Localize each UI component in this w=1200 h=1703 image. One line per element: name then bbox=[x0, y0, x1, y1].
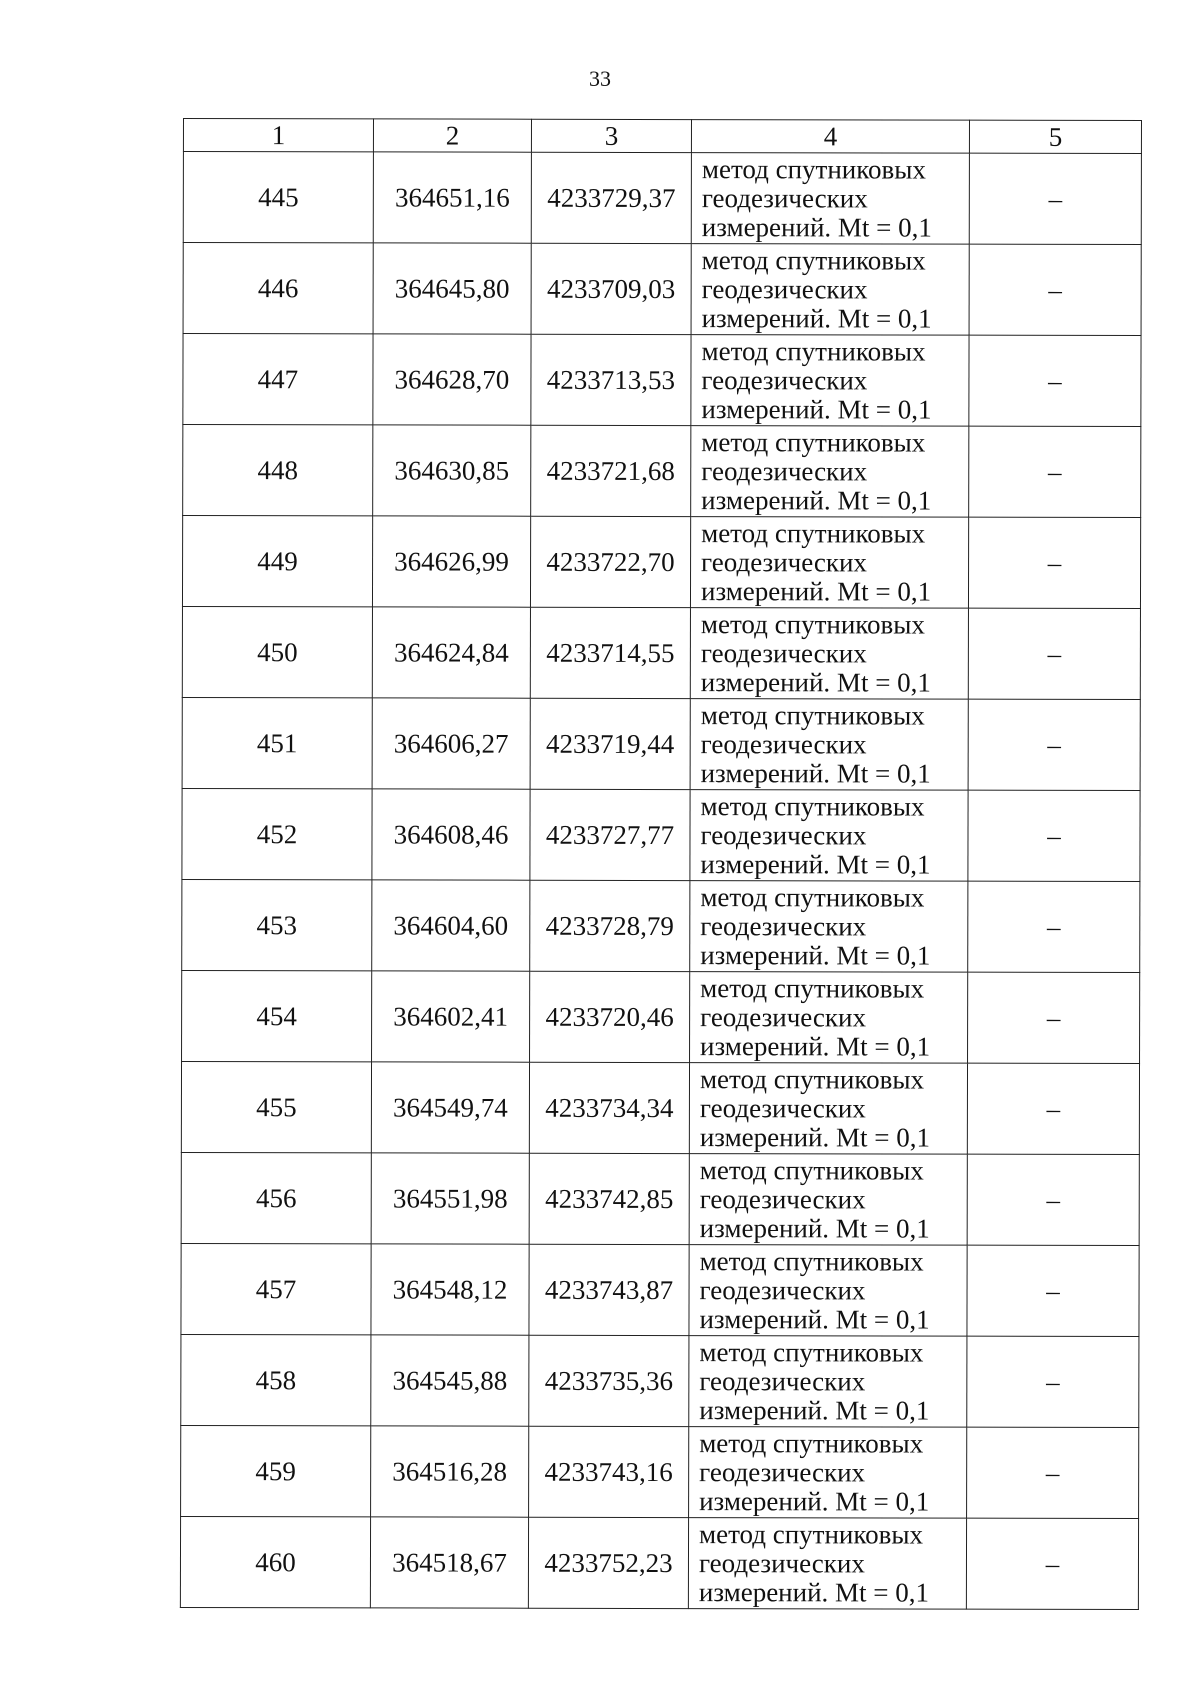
point-number-cell: 448 bbox=[183, 425, 373, 516]
method-cell bbox=[689, 1336, 967, 1428]
y-coordinate-cell: 4233721,68 bbox=[531, 425, 691, 516]
method-line: геодезических bbox=[700, 638, 867, 669]
method-cell bbox=[690, 608, 968, 700]
point-number-cell: 445 bbox=[183, 152, 373, 243]
method-line: геодезических bbox=[700, 911, 867, 942]
method-line: метод спутниковых bbox=[699, 1246, 924, 1277]
method-line: измерений. Mt = 0,1 bbox=[699, 1304, 930, 1335]
table-body bbox=[180, 152, 1141, 1610]
method-line: геодезических bbox=[701, 365, 868, 396]
x-coordinate-cell: 364651,16 bbox=[373, 152, 531, 243]
point-number-cell: 454 bbox=[182, 970, 372, 1061]
x-coordinate-cell: 364606,27 bbox=[372, 698, 530, 789]
method-line: метод спутниковых bbox=[701, 245, 926, 276]
point-number-cell: 459 bbox=[181, 1425, 371, 1516]
method-line: измерений. Mt = 0,1 bbox=[699, 1395, 930, 1426]
x-coordinate-cell: 364518,67 bbox=[370, 1517, 528, 1608]
method-line: геодезических bbox=[699, 1184, 866, 1215]
method-line: метод спутниковых bbox=[700, 791, 925, 822]
x-coordinate-cell: 364624,84 bbox=[372, 607, 530, 698]
table-row bbox=[181, 1334, 1139, 1427]
method-line: метод спутниковых bbox=[700, 882, 925, 913]
method-line: метод спутниковых bbox=[700, 609, 925, 640]
method-cell bbox=[691, 244, 969, 336]
x-coordinate-cell: 364545,88 bbox=[371, 1335, 529, 1426]
description-cell: – bbox=[967, 1154, 1139, 1245]
description-cell: – bbox=[969, 244, 1141, 335]
method-cell bbox=[690, 699, 968, 791]
method-line: метод спутниковых bbox=[699, 1519, 924, 1550]
method-line: измерений. Mt = 0,1 bbox=[700, 1031, 931, 1062]
method-cell bbox=[690, 972, 968, 1064]
y-coordinate-cell: 4233713,53 bbox=[531, 334, 691, 425]
method-line: измерений. Mt = 0,1 bbox=[701, 394, 932, 425]
x-coordinate-cell: 364548,12 bbox=[371, 1244, 529, 1335]
method-line: измерений. Mt = 0,1 bbox=[699, 1122, 931, 1153]
method-line: геодезических bbox=[699, 1366, 866, 1397]
method-cell bbox=[688, 1518, 966, 1610]
method-line: метод спутниковых bbox=[701, 154, 926, 185]
column-header-5: 5 bbox=[969, 120, 1141, 153]
method-line: измерений. Mt = 0,1 bbox=[700, 758, 931, 789]
table-row bbox=[182, 607, 1140, 700]
method-line: метод спутниковых bbox=[699, 1155, 924, 1186]
method-line: измерений. Mt = 0,1 bbox=[699, 1486, 930, 1517]
description-cell: – bbox=[968, 790, 1140, 881]
method-line: измерений. Mt = 0,1 bbox=[698, 1577, 930, 1608]
table-row bbox=[183, 243, 1141, 336]
table-header-row bbox=[183, 119, 1141, 154]
table-row bbox=[181, 1152, 1139, 1245]
x-coordinate-cell: 364602,41 bbox=[372, 971, 530, 1062]
point-number-cell: 457 bbox=[181, 1243, 371, 1334]
method-line: геодезических bbox=[699, 1275, 866, 1306]
description-cell: – bbox=[967, 1336, 1139, 1427]
table-row bbox=[182, 970, 1140, 1063]
point-number-cell: 449 bbox=[182, 516, 372, 607]
table-row bbox=[182, 788, 1140, 881]
description-cell: – bbox=[968, 699, 1140, 790]
method-cell bbox=[690, 517, 968, 609]
column-header-3: 3 bbox=[531, 119, 691, 152]
method-line: метод спутниковых bbox=[701, 427, 926, 458]
y-coordinate-cell: 4233722,70 bbox=[530, 516, 690, 607]
method-line: измерений. Mt = 0,1 bbox=[699, 1213, 930, 1244]
y-coordinate-cell: 4233735,36 bbox=[529, 1335, 689, 1426]
table-row bbox=[180, 1516, 1138, 1609]
point-number-cell: 450 bbox=[182, 607, 372, 698]
x-coordinate-cell: 364628,70 bbox=[373, 334, 531, 425]
table-row bbox=[181, 1425, 1139, 1518]
method-line: метод спутниковых bbox=[700, 973, 925, 1004]
method-line: геодезических bbox=[701, 456, 868, 487]
x-coordinate-cell: 364608,46 bbox=[372, 789, 530, 880]
method-cell bbox=[690, 790, 968, 882]
description-cell: – bbox=[969, 335, 1141, 426]
table-row bbox=[183, 152, 1141, 245]
y-coordinate-cell: 4233714,55 bbox=[530, 607, 690, 698]
y-coordinate-cell: 4233719,44 bbox=[530, 698, 690, 789]
column-header-1: 1 bbox=[183, 119, 373, 152]
method-line: геодезических bbox=[701, 183, 868, 214]
method-line: измерений. Mt = 0,1 bbox=[701, 303, 932, 334]
method-cell bbox=[689, 1154, 967, 1246]
y-coordinate-cell: 4233742,85 bbox=[529, 1153, 689, 1244]
y-coordinate-cell: 4233728,79 bbox=[530, 880, 690, 971]
table-row bbox=[181, 1061, 1139, 1154]
point-number-cell: 455 bbox=[181, 1061, 371, 1152]
method-line: геодезических bbox=[701, 547, 867, 578]
description-cell: – bbox=[968, 608, 1140, 699]
x-coordinate-cell: 364626,99 bbox=[372, 516, 530, 607]
x-coordinate-cell: 364604,60 bbox=[372, 880, 530, 971]
x-coordinate-cell: 364551,98 bbox=[371, 1153, 529, 1244]
description-cell: – bbox=[969, 426, 1141, 517]
description-cell: – bbox=[967, 1245, 1139, 1336]
method-cell bbox=[689, 1063, 967, 1155]
method-line: измерений. Mt = 0,1 bbox=[700, 849, 931, 880]
y-coordinate-cell: 4233720,46 bbox=[530, 971, 690, 1062]
method-line: метод спутниковых bbox=[700, 700, 925, 731]
method-line: геодезических bbox=[700, 1002, 867, 1033]
method-line: метод спутниковых bbox=[701, 336, 926, 367]
method-line: измерений. Mt = 0,1 bbox=[700, 940, 931, 971]
y-coordinate-cell: 4233729,37 bbox=[531, 152, 691, 243]
method-cell bbox=[691, 335, 969, 427]
point-number-cell: 460 bbox=[180, 1516, 370, 1607]
x-coordinate-cell: 364549,74 bbox=[371, 1062, 529, 1153]
y-coordinate-cell: 4233734,34 bbox=[529, 1062, 689, 1153]
point-number-cell: 452 bbox=[182, 788, 372, 879]
table-row bbox=[183, 334, 1141, 427]
method-line: метод спутниковых bbox=[699, 1337, 924, 1368]
column-header-4: 4 bbox=[691, 120, 969, 154]
point-number-cell: 456 bbox=[181, 1152, 371, 1243]
method-cell bbox=[690, 881, 968, 973]
method-line: измерений. Mt = 0,1 bbox=[701, 485, 932, 516]
method-cell bbox=[691, 153, 969, 245]
table-row bbox=[183, 425, 1141, 518]
point-number-cell: 446 bbox=[183, 243, 373, 334]
description-cell: – bbox=[968, 881, 1140, 972]
method-line: измерений. Mt = 0,1 bbox=[701, 212, 932, 243]
description-cell: – bbox=[968, 517, 1140, 608]
point-number-cell: 453 bbox=[182, 879, 372, 970]
description-cell: – bbox=[968, 972, 1140, 1063]
description-cell: – bbox=[966, 1518, 1138, 1609]
table-row bbox=[182, 516, 1140, 609]
table-row bbox=[182, 879, 1140, 972]
method-cell bbox=[691, 426, 969, 518]
description-cell: – bbox=[967, 1427, 1139, 1518]
point-number-cell: 447 bbox=[183, 334, 373, 425]
y-coordinate-cell: 4233743,87 bbox=[529, 1244, 689, 1335]
description-cell: – bbox=[969, 153, 1141, 244]
method-line: метод спутниковых bbox=[701, 518, 926, 549]
method-line: измерений. Mt = 0,1 bbox=[700, 576, 932, 607]
method-line: метод спутниковых bbox=[699, 1428, 924, 1459]
point-number-cell: 451 bbox=[182, 697, 372, 788]
y-coordinate-cell: 4233727,77 bbox=[530, 789, 690, 880]
method-line: геодезических bbox=[701, 274, 868, 305]
y-coordinate-cell: 4233709,03 bbox=[531, 243, 691, 334]
x-coordinate-cell: 364516,28 bbox=[371, 1426, 529, 1517]
point-number-cell: 458 bbox=[181, 1334, 371, 1425]
x-coordinate-cell: 364630,85 bbox=[373, 425, 531, 516]
method-line: геодезических bbox=[700, 820, 867, 851]
description-cell: – bbox=[967, 1063, 1139, 1154]
column-header-2: 2 bbox=[373, 119, 531, 152]
method-line: геодезических bbox=[698, 1548, 865, 1579]
method-line: измерений. Mt = 0,1 bbox=[700, 667, 931, 698]
table-row bbox=[181, 1243, 1139, 1336]
page-number: 33 bbox=[589, 66, 611, 91]
y-coordinate-cell: 4233752,23 bbox=[528, 1517, 688, 1608]
y-coordinate-cell: 4233743,16 bbox=[529, 1426, 689, 1517]
method-line: геодезических bbox=[699, 1093, 866, 1124]
table-row bbox=[182, 697, 1140, 790]
method-line: метод спутниковых bbox=[699, 1064, 925, 1095]
method-line: геодезических bbox=[700, 729, 867, 760]
method-cell bbox=[689, 1245, 967, 1337]
coordinates-table bbox=[180, 118, 1142, 1610]
method-cell bbox=[689, 1427, 967, 1519]
x-coordinate-cell: 364645,80 bbox=[373, 243, 531, 334]
method-line: геодезических bbox=[699, 1457, 866, 1488]
